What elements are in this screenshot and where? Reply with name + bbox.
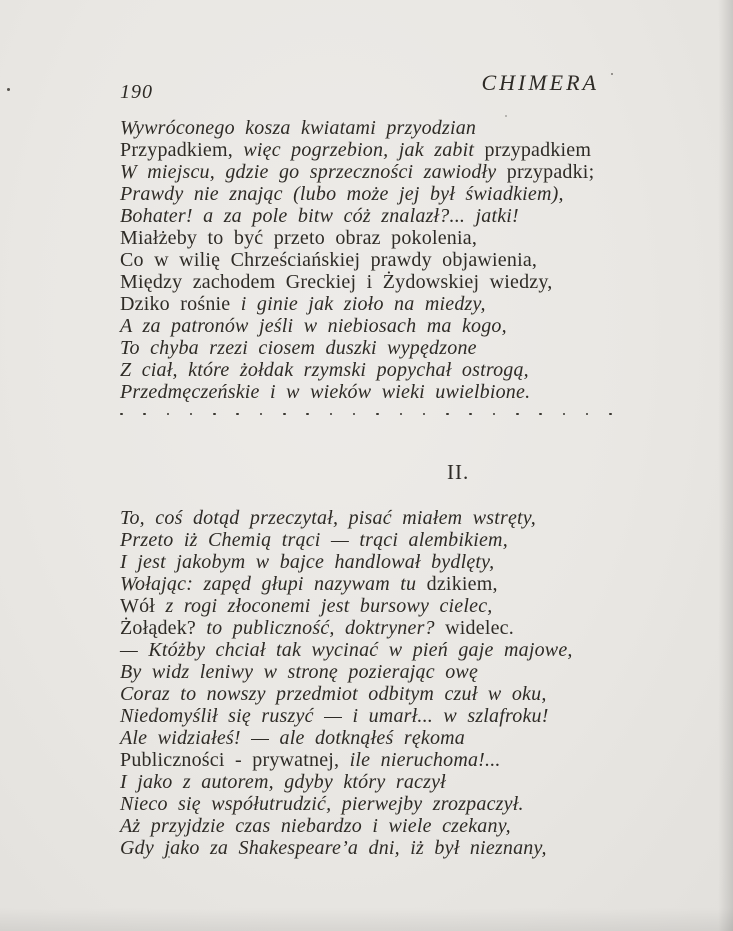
poem-text-italic: To chyba rzezi ciosem duszki wypędzone (120, 337, 477, 359)
poem-line (120, 381, 594, 403)
poem-text-italic: Aż przyjdzie czas niebardzo i wiele czekany, (120, 815, 511, 837)
poem-line (120, 727, 573, 749)
poem-text-roman: przypadkiem (484, 139, 592, 161)
separator-dot (306, 413, 309, 416)
poem-text-roman: Publiczności - prywatnej, (120, 749, 350, 771)
poem-text-italic: ile nieruchoma!... (349, 749, 501, 771)
poem-text-italic: W miejscu, gdzie go sprzeczności zawiodły (120, 161, 507, 183)
poem-text-roman: Przypadkiem, (120, 139, 244, 161)
poem-text-roman: Miałżeby to być przeto obraz pokolenia, (120, 227, 478, 249)
poem-text-italic: — Któżby chciał tak wycinać w pień gaje majowe, (120, 639, 573, 661)
poem-text-italic: To, coś dotąd przeczytał, pisać miałem wstręty, (120, 507, 536, 529)
poem-line (120, 661, 573, 683)
poem-text-italic: I jako z autorem, gdyby który raczył (120, 771, 446, 793)
paper-speck (7, 88, 10, 91)
separator-dot (283, 413, 286, 416)
poem-text-italic: By widz leniwy w stronę pozierając owę (120, 661, 479, 683)
poem-text-italic: Niedomyślił się ruszyć — i umarł... w szlafroku! (120, 705, 549, 727)
poem-line (120, 139, 594, 161)
poem-text-italic: A za patronów jeśli w niebiosach ma kogo, (120, 315, 507, 337)
poem-line (120, 359, 594, 381)
poem-line (120, 771, 573, 793)
poem-text-italic: Prawdy nie znając (lubo może jej był świadkiem), (120, 183, 564, 205)
separator-dot (260, 413, 263, 416)
poem-line (120, 507, 573, 529)
poem-line (120, 183, 594, 205)
section-heading: II. (447, 460, 470, 484)
separator-dot (493, 413, 496, 416)
poem-text-italic: więc pogrzebion, jak zabit (243, 139, 485, 161)
poem-line (120, 683, 573, 705)
poem-text-roman: Między zachodem Greckiej i Żydowskiej wiedzy, (120, 271, 553, 293)
poem-line (120, 337, 594, 359)
poem-line (120, 793, 573, 815)
poem-text-italic: to publiczność, doktryner? (206, 617, 446, 639)
poem-text-roman: widelec. (445, 617, 514, 639)
poem-text-roman: Co w wilię Chrześciańskiej prawdy objawienia, (120, 249, 538, 271)
poem-text-roman: przypadki; (506, 161, 595, 183)
poem-text-italic: i ginie jak zioło na miedzy, (240, 293, 486, 315)
poem-line (120, 617, 573, 639)
poem-line (120, 315, 594, 337)
page-number: 190 (120, 81, 153, 103)
poem-line (120, 205, 594, 227)
poem-text-italic: z rogi złoconemi jest bursowy cielec, (165, 595, 493, 617)
poem-text-roman: dzikiem, (426, 573, 498, 595)
poem-line (120, 573, 573, 595)
separator-dot (376, 413, 379, 416)
poem-text-italic: Z ciał, które żołdak rzymski popychał ostrogą, (120, 359, 529, 381)
poem-line (120, 227, 594, 249)
poem-line (120, 293, 594, 315)
poem-text-italic: Bohater! a za pole bitw cóż znalazł?... jatki! (120, 205, 519, 227)
poem-text-italic: Przedmęczeńskie i w wieków wieki uwielbione. (120, 381, 531, 403)
poem-text-roman: Żołądek? (120, 617, 207, 639)
poem-text-italic: Ale widziałeś! — ale dotknąłeś rękoma (120, 727, 466, 749)
running-title: CHIMERA (481, 70, 599, 95)
poem-line (120, 639, 573, 661)
poem-text-italic: Nieco się współutrudzić, pierwejby zrozpaczył. (120, 793, 524, 815)
poem-line (120, 161, 594, 183)
separator-dot (516, 413, 519, 416)
poem-text-italic: Przeto iż Chemią trąci — trąci alembikiem, (120, 529, 508, 551)
separator-dot (353, 413, 356, 416)
poem-text-italic: Gdy jako za Shakespeare’a dni, iż był nieznany, (120, 837, 547, 859)
separator-dot (423, 413, 426, 416)
poem-text-roman: Wół (120, 595, 166, 617)
separator-dot (143, 413, 146, 416)
separator-dot (120, 413, 123, 416)
separator-dot (469, 413, 472, 416)
poem-line (120, 249, 594, 271)
separator-dot (586, 413, 589, 416)
separator-dot (236, 413, 239, 416)
poem-line (120, 271, 594, 293)
separator-dot (400, 413, 403, 416)
separator-dot (167, 413, 170, 416)
paper-speck (611, 73, 613, 75)
poem-text-roman: Dziko rośnie (120, 293, 241, 315)
poem-line (120, 705, 573, 727)
dotted-separator (120, 407, 612, 421)
poem-text-italic: I jest jakobym w bajce handlował bydlęty, (120, 551, 495, 573)
separator-dot (539, 413, 542, 416)
separator-dot (446, 413, 449, 416)
separator-dot (609, 413, 612, 416)
poem-text-italic: Wołając: zapęd głupi nazywam tu (120, 573, 427, 595)
poem-line (120, 749, 573, 771)
separator-dot (330, 413, 333, 416)
poem-text-italic: Wywróconego kosza kwiatami przyodzian (120, 117, 477, 139)
poem-line (120, 117, 594, 139)
separator-dot (563, 413, 566, 416)
poem-line (120, 529, 573, 551)
poem-text-italic: Coraz to nowszy przedmiot odbitym czuł w oku, (120, 683, 547, 705)
poem-stanza-2 (120, 507, 573, 859)
poem-line (120, 595, 573, 617)
separator-dot (190, 413, 193, 416)
separator-dot (213, 413, 216, 416)
poem-stanza-1 (120, 117, 594, 403)
poem-line (120, 551, 573, 573)
poem-line (120, 837, 573, 859)
poem-line (120, 815, 573, 837)
